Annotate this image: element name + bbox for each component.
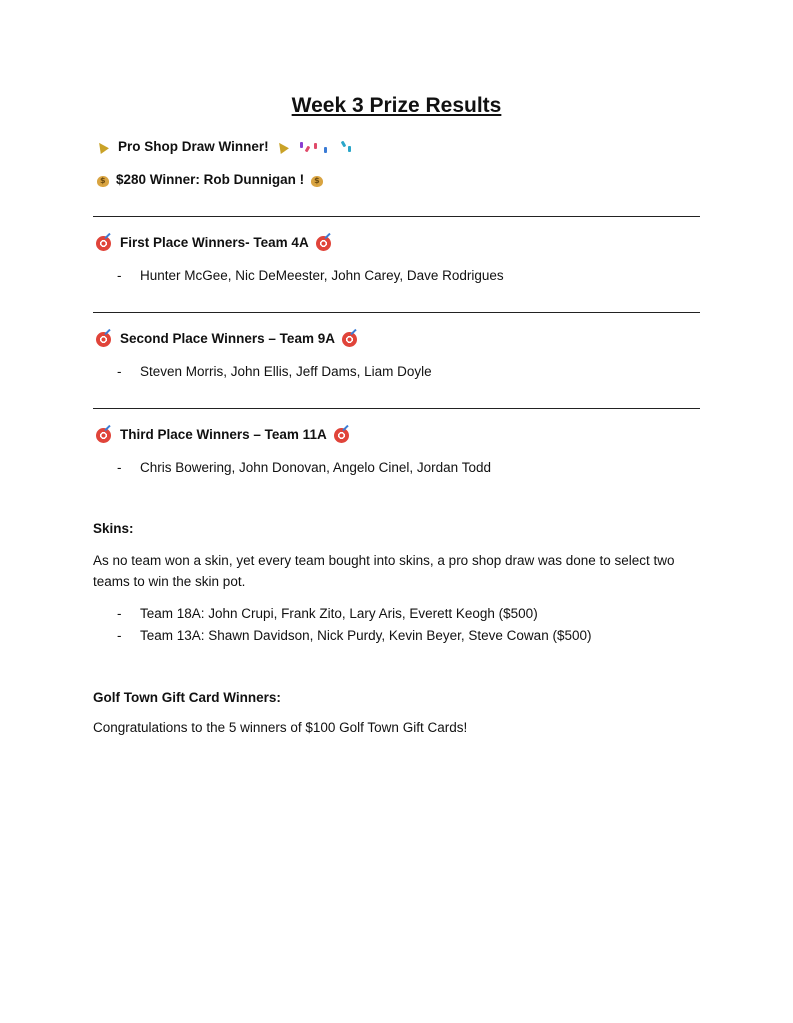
skins-heading: Skins: [93,521,134,536]
direct-hit-icon [334,428,349,443]
divider [93,312,700,313]
page-title: Week 3 Prize Results [291,94,502,117]
skins-paragraph: As no team won a skin, yet every team bought into skins, a pro shop draw was done to select two teams to win the skin pot. [93,553,675,589]
pro-shop-draw-line [96,139,366,154]
first-place-members: Hunter McGee, Nic DeMeester, John Carey, Dave Rodrigues [140,268,504,283]
skins-item: Team 13A: Shawn Davidson, Nick Purdy, Kevin Beyer, Steve Cowan ($500) [140,628,592,643]
direct-hit-icon [342,332,357,347]
direct-hit-icon [96,332,111,347]
direct-hit-icon [316,236,331,251]
first-place-heading-text: First Place Winners- Team 4A [120,235,309,250]
direct-hit-icon [96,236,111,251]
bullet-dash: - [117,606,122,621]
winner-text: $280 Winner: Rob Dunnigan ! [116,172,305,187]
divider [93,408,700,409]
bullet-dash: - [117,628,122,643]
first-place-heading [96,235,331,251]
second-place-heading [96,331,357,347]
winner-line [96,172,324,188]
direct-hit-icon [96,428,111,443]
party-popper-icon [96,141,110,153]
money-bag-icon [310,173,324,188]
bullet-dash: - [117,364,122,379]
third-place-heading [96,427,349,443]
gift-card-heading: Golf Town Gift Card Winners: [93,690,281,705]
pro-shop-draw-text: Pro Shop Draw Winner! [118,139,269,154]
skins-item: Team 18A: John Crupi, Frank Zito, Lary Aris, Everett Keogh ($500) [140,606,538,621]
party-popper-icon [276,141,290,153]
second-place-members: Steven Morris, John Ellis, Jeff Dams, Liam Doyle [140,364,432,379]
second-place-heading-text: Second Place Winners – Team 9A [120,331,335,346]
third-place-members: Chris Bowering, John Donovan, Angelo Cinel, Jordan Todd [140,460,491,475]
bullet-dash: - [117,460,122,475]
divider [93,216,700,217]
bullet-dash: - [117,268,122,283]
confetti-icon [296,140,366,154]
money-bag-icon [96,173,110,188]
third-place-heading-text: Third Place Winners – Team 11A [120,427,327,442]
gift-card-paragraph: Congratulations to the 5 winners of $100 Golf Town Gift Cards! [93,720,468,735]
